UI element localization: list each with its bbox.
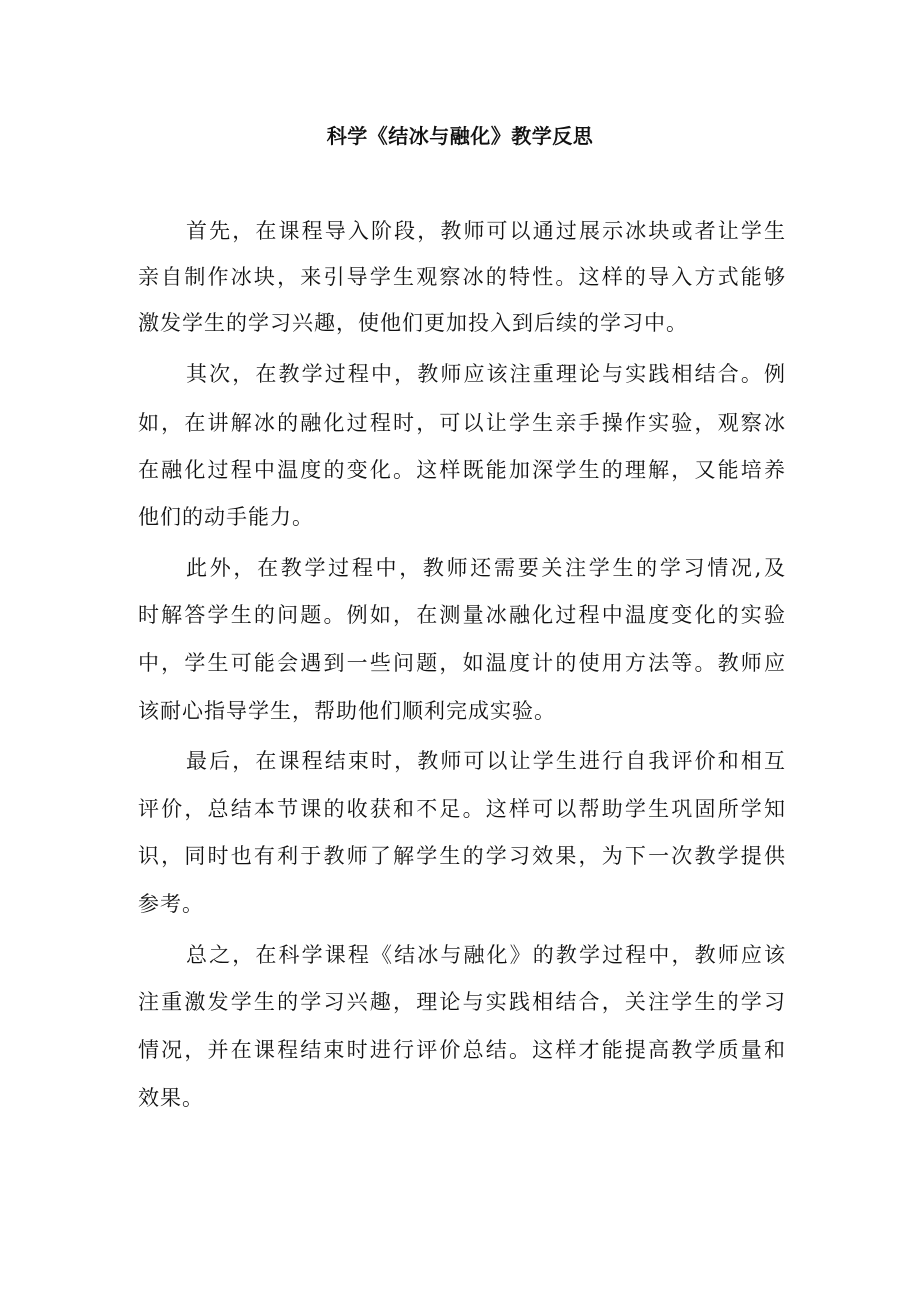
paragraph-4-line-4: 参考。 [138, 892, 204, 916]
paragraph-1-line-1: 首先，在课程导入阶段，教师可以通过展示冰块或者让学生 [186, 219, 786, 243]
paragraph-5-line-4: 效果。 [138, 1086, 204, 1110]
paragraph-3-line-4: 该耐心指导学生，帮助他们顺利完成实验。 [138, 699, 556, 723]
paragraph-5-line-1: 总之，在科学课程《结冰与融化》的教学过程中，教师应该 [186, 943, 786, 967]
paragraph-2-line-1: 其次，在教学过程中，教师应该注重理论与实践相结合。例 [186, 362, 786, 386]
document-title: 科学《结冰与融化》教学反思 [326, 124, 594, 148]
paragraph-3-line-2: 时解答学生的问题。例如，在测量冰融化过程中温度变化的实验 [138, 603, 786, 627]
paragraph-5-line-2: 注重激发学生的学习兴趣，理论与实践相结合，关注学生的学习 [138, 990, 786, 1014]
paragraph-1-line-3: 激发学生的学习兴趣，使他们更加投入到后续的学习中。 [138, 311, 688, 335]
paragraph-4-line-1: 最后，在课程结束时，教师可以让学生进行自我评价和相互 [186, 749, 786, 773]
paragraph-2-line-4: 他们的动手能力。 [138, 505, 314, 529]
paragraph-1-line-2: 亲自制作冰块，来引导学生观察冰的特性。这样的导入方式能够 [138, 265, 786, 289]
paragraph-4-line-3: 识，同时也有利于教师了解学生的学习效果，为下一次教学提供 [138, 844, 786, 868]
paragraph-2-line-3: 在融化过程中温度的变化。这样既能加深学生的理解，又能培养 [138, 458, 786, 482]
paragraph-3-line-1: 此外，在教学过程中，教师还需要关注学生的学习情况,及 [186, 556, 786, 580]
paragraph-3-line-3: 中，学生可能会遇到一些问题，如温度计的使用方法等。教师应 [138, 651, 786, 675]
paragraph-5-line-3: 情况，并在课程结束时进行评价总结。这样才能提高教学质量和 [138, 1038, 786, 1062]
paragraph-4-line-2: 评价，总结本节课的收获和不足。这样可以帮助学生巩固所学知 [138, 797, 786, 821]
paragraph-2-line-2: 如，在讲解冰的融化过程时，可以让学生亲手操作实验，观察冰 [138, 411, 786, 435]
